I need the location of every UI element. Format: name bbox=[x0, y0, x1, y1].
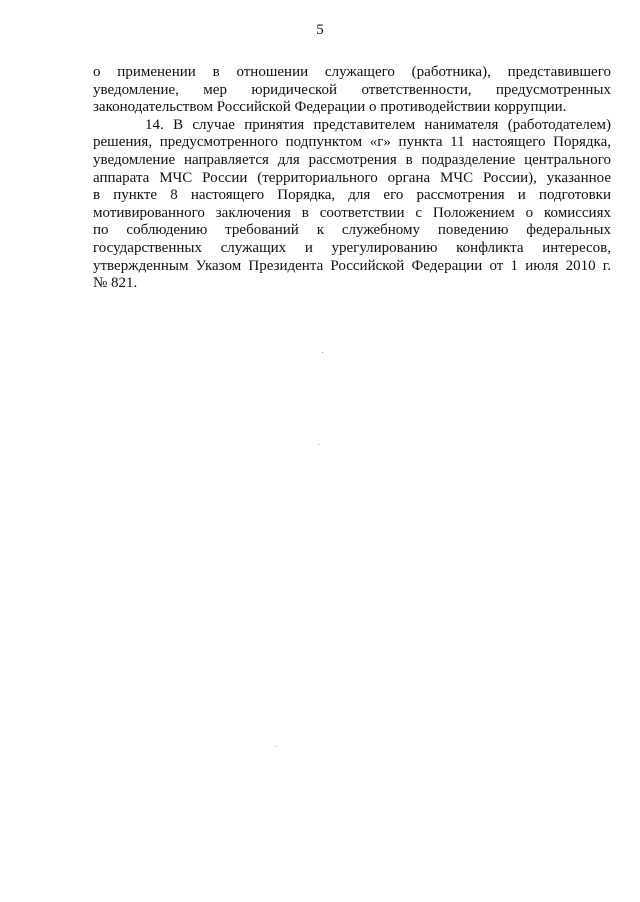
text-line: аппарата МЧС России (территориального органа МЧС России), указанное bbox=[93, 169, 611, 186]
paragraph-1 bbox=[93, 64, 611, 117]
text-line: мотивированного заключения в соответствии с Положением о комиссиях bbox=[93, 204, 611, 221]
scan-speck bbox=[276, 746, 277, 747]
text-line: уведомление, мер юридической ответственности, предусмотренных bbox=[93, 81, 611, 98]
text-line: законодательством Российской Федерации о противодействии коррупции. bbox=[93, 99, 567, 116]
scan-speck bbox=[318, 444, 319, 445]
text-line: уведомление направляется для рассмотрения в подразделение центрального bbox=[93, 151, 611, 168]
text-line: в пункте 8 настоящего Порядка, для его рассмотрения и подготовки bbox=[93, 187, 611, 204]
text-line: 14. В случае принятия представителем нанимателя (работодателем) bbox=[145, 116, 611, 133]
text-line: по соблюдению требований к служебному поведению федеральных bbox=[93, 222, 611, 239]
scan-speck bbox=[322, 352, 323, 353]
text-line: утвержденным Указом Президента Российской Федерации от 1 июля 2010 г. bbox=[93, 257, 611, 274]
paragraph-14 bbox=[93, 117, 611, 293]
text-line: о применении в отношении служащего (работника), представившего bbox=[93, 64, 611, 80]
text-line: № 821. bbox=[93, 275, 138, 292]
text-line: решения, предусмотренного подпунктом «г» пункта 11 настоящего Порядка, bbox=[93, 134, 611, 151]
document-body bbox=[93, 64, 611, 293]
text-line: государственных служащих и урегулированию конфликта интересов, bbox=[93, 239, 611, 256]
page-number: 5 bbox=[316, 22, 324, 38]
